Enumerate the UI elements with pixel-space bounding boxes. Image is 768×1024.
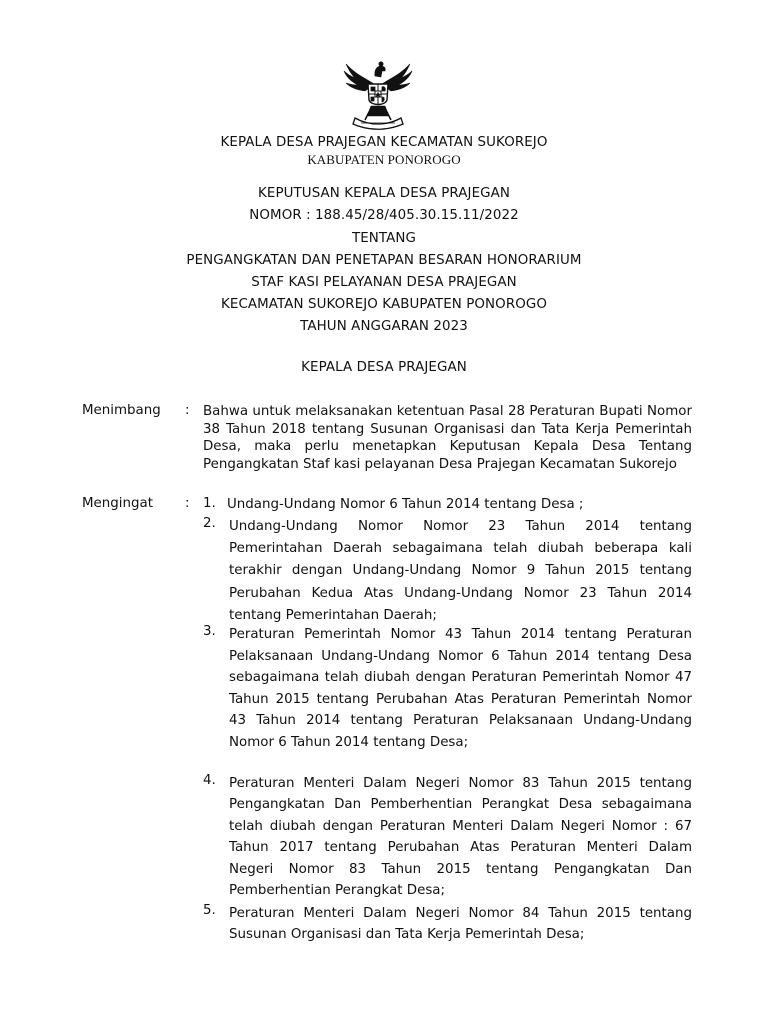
list-item-text: Peraturan Pemerintah Nomor 43 Tahun 2014 tentang Peraturan Pelaksanaan Undang-Undang Nomor 6 Tahun 2014 tentang Desa sebagaimana telah diubah dengan Peraturan Pemerintah Nomor 47 Tahun 2015 tentang Perubahan Atas Peraturan Pemerintah Nomor 43 Tahun 2014 tentang Peraturan Pelaksanaan Undang-Undang Nomor 6 Tahun 2014 tentang Desa;	[229, 627, 692, 750]
decree-subject-line-3: KECAMATAN SUKOREJO KABUPATEN PONOROGO	[221, 297, 547, 312]
menimbang-colon: :	[185, 403, 190, 418]
decree-subject-line-1: PENGANGKATAN DAN PENETAPAN BESARAN HONORARIUM	[186, 253, 582, 268]
list-item-text: Undang-Undang Nomor 6 Tahun 2014 tentang Desa ;	[227, 497, 584, 512]
header-title: KEPALA DESA PRAJEGAN KECAMATAN SUKOREJO	[220, 135, 548, 150]
list-item-text: Undang-Undang Nomor Nomor 23 Tahun 2014 tentang Pemerintahan Daerah sebagaimana telah diubah beberapa kali terakhir dengan Undang-Undang Nomor 9 Tahun 2015 tentang Perubahan Kedua Atas Undang-Undang Nomor 23 Tahun 2014 tentang Pemerintahan Daerah;	[229, 519, 692, 623]
list-item-number: 1.	[203, 496, 216, 511]
mengingat-colon: :	[185, 496, 190, 511]
list-item-number: 4.	[203, 773, 216, 788]
decree-subject-line-2: STAF KASI PELAYANAN DESA PRAJEGAN	[251, 275, 517, 290]
list-item-number: 5.	[203, 903, 216, 918]
header-subtitle: KABUPATEN PONOROGO	[307, 152, 461, 167]
mengingat-label: Mengingat	[82, 496, 153, 511]
garuda-emblem-icon	[341, 54, 415, 132]
list-item-number: 3.	[203, 624, 216, 639]
decree-number: NOMOR : 188.45/28/405.30.15.11/2022	[249, 208, 519, 223]
menimbang-label: Menimbang	[82, 403, 161, 418]
list-item-number: 2.	[203, 516, 216, 531]
decree-about: TENTANG	[351, 231, 417, 246]
decree-title: KEPUTUSAN KEPALA DESA PRAJEGAN	[258, 186, 510, 201]
menimbang-text: Bahwa untuk melaksanakan ketentuan Pasal 28 Peraturan Bupati Nomor 38 Tahun 2018 tentang Susunan Organisasi dan Tata Kerja Pemerintah Desa, maka perlu menetapkan Keputusan Kepala Desa Tentang Pengangkatan Staf kasi pelayanan Desa Prajegan Kecamatan Sukorejo	[203, 404, 692, 472]
decree-year: TAHUN ANGGARAN 2023	[300, 319, 468, 334]
list-item-text: Peraturan Menteri Dalam Negeri Nomor 83 Tahun 2015 tentang Pengangkatan Dan Pemberhentian Perangkat Desa sebagaimana telah diubah dengan Peraturan Menteri Dalam Negeri Nomor : 67 Tahun 2017 tentang Perubahan Atas Peraturan Menteri Dalam Negeri Nomor 83 Tahun 2015 tentang Pengangkatan Dan Pemberhentian Perangkat Desa;	[229, 776, 692, 899]
list-item-text: Peraturan Menteri Dalam Negeri Nomor 84 Tahun 2015 tentang Susunan Organisasi dan Tata Kerja Pemerintah Desa;	[229, 906, 692, 943]
issuer-title: KEPALA DESA PRAJEGAN	[301, 360, 467, 375]
